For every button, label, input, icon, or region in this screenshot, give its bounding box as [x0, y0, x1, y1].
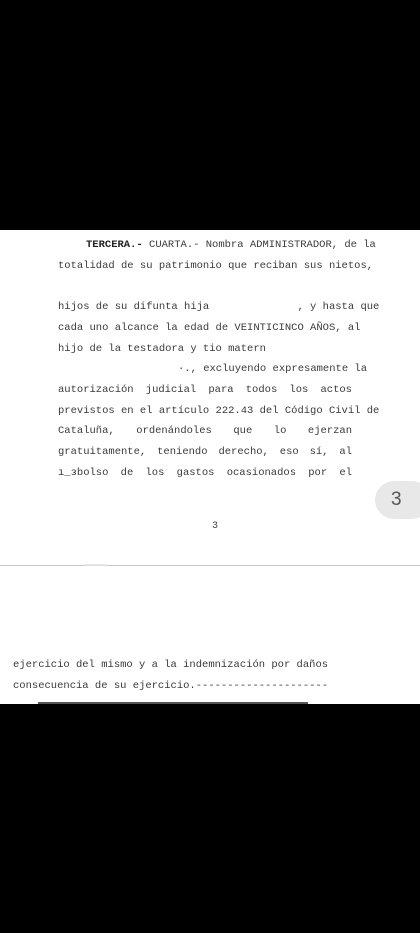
text-line-8: previstos en el artículo 222.43 del Código Civil de — [58, 405, 380, 417]
clause-label: TERCERA.- — [86, 239, 143, 251]
page2-text-line-2: consecuencia de su ejercicio.--------------------- — [13, 680, 329, 692]
text-line-5: hijo de la testadora y tio matern — [58, 343, 266, 355]
text-line-3: hijos de su difunta hija , y hasta que — [58, 301, 380, 313]
text-line-10: gratuitamente, teniendo derecho, eso sí, al — [58, 446, 352, 458]
page-number: 3 — [212, 521, 219, 532]
text-line-4: cada uno alcance la edad de VEINTICINCO AÑOS, al — [58, 322, 361, 334]
clause-heading-line — [86, 238, 376, 252]
text-line-7: autorización judicial para todos los actos — [58, 384, 352, 396]
document-viewer[interactable] — [0, 230, 420, 704]
text-line-11: ı_ɜbolso de los gastos ocasionados por el — [58, 467, 352, 479]
page-indicator: 3 — [375, 481, 420, 519]
clause-heading-text: CUARTA.- Nombra ADMINISTRADOR, de la — [142, 239, 376, 251]
text-line-6: ·., excluyendo expresamente la — [178, 363, 368, 375]
page-separator — [0, 564, 420, 567]
cut-off-text-line — [38, 700, 308, 704]
text-line-9: Cataluña, ordenándoles que lo ejerzan — [58, 425, 352, 437]
page2-text-line-1: ejercicio del mismo y a la indemnización por daños — [13, 659, 329, 671]
text-line-2: totalidad de su patrimonio que reciban sus nietos, — [58, 260, 374, 272]
